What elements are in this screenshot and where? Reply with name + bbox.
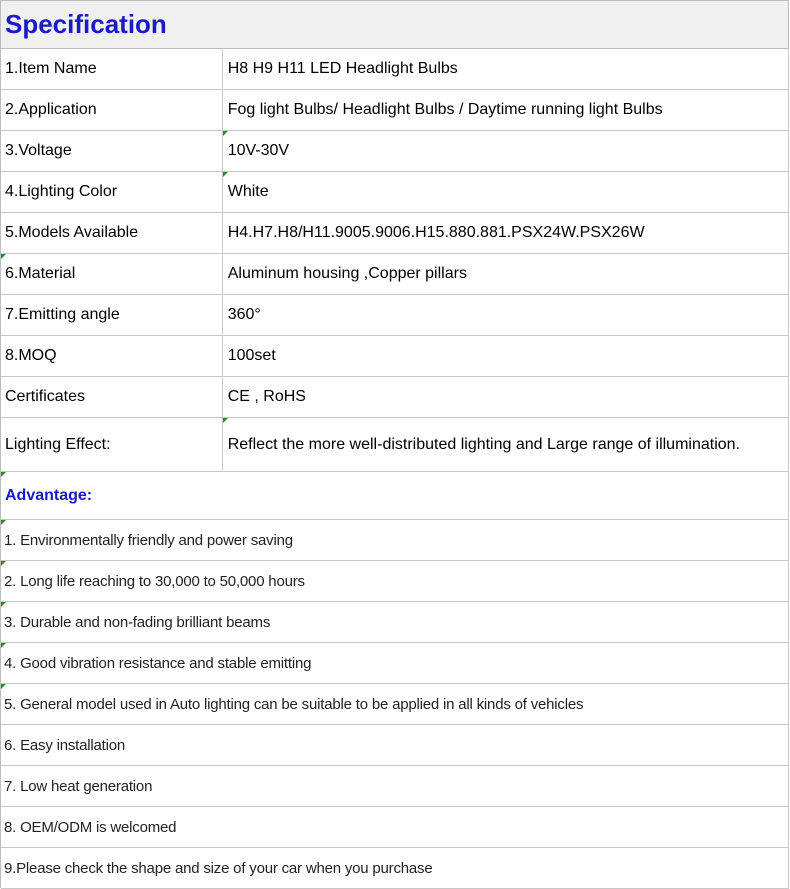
- list-item: 6. Easy installation: [1, 725, 789, 766]
- advantage-heading-row: [1, 472, 789, 520]
- title-row: [1, 1, 789, 49]
- list-item: 1. Environmentally friendly and power saving: [1, 520, 789, 561]
- spec-row-models-available: [1, 213, 789, 254]
- list-item: 8. OEM/ODM is welcomed: [1, 807, 789, 848]
- spec-label: Lighting Effect:: [1, 418, 223, 471]
- spec-value: 10V-30V: [223, 131, 789, 171]
- spec-label: 5.Models Available: [1, 213, 223, 253]
- spec-row-lighting-effect: [1, 418, 789, 472]
- spec-value: Aluminum housing ,Copper pillars: [223, 254, 789, 294]
- spec-row-certificates: [1, 377, 789, 418]
- list-item: 7. Low heat generation: [1, 766, 789, 807]
- list-item: 4. Good vibration resistance and stable emitting: [1, 643, 789, 684]
- list-item: 9.Please check the shape and size of your car when you purchase: [1, 848, 789, 889]
- spec-value: CE , RoHS: [223, 377, 789, 417]
- spec-label: 2.Application: [1, 90, 223, 130]
- advantage-heading: Advantage:: [5, 486, 93, 504]
- spec-row-lighting-color: [1, 172, 789, 213]
- list-item: 2. Long life reaching to 30,000 to 50,000 hours: [1, 561, 789, 602]
- spec-label: Certificates: [1, 377, 223, 417]
- list-item: 5. General model used in Auto lighting can be suitable to be applied in all kinds of vehicles: [1, 684, 789, 725]
- page-title: Specification: [5, 9, 167, 39]
- spec-value: 360°: [223, 295, 789, 335]
- list-item: 3. Durable and non-fading brilliant beams: [1, 602, 789, 643]
- spec-value: [223, 418, 789, 471]
- spec-label: 1.Item Name: [1, 49, 223, 89]
- spec-row-material: [1, 254, 789, 295]
- spec-label: 8.MOQ: [1, 336, 223, 376]
- spec-value: White: [223, 172, 789, 212]
- spec-label: 3.Voltage: [1, 131, 223, 171]
- spec-label: 7.Emitting angle: [1, 295, 223, 335]
- spec-label: 6.Material: [1, 254, 223, 294]
- spec-row-moq: [1, 336, 789, 377]
- spec-value: H8 H9 H11 LED Headlight Bulbs: [223, 49, 789, 89]
- spec-row-application: [1, 90, 789, 131]
- spec-label: 4.Lighting Color: [1, 172, 223, 212]
- spec-value: 100set: [223, 336, 789, 376]
- spec-value: Fog light Bulbs/ Headlight Bulbs / Daytime running light Bulbs: [223, 90, 789, 130]
- spec-value: H4.H7.H8/H11.9005.9006.H15.880.881.PSX24W.PSX26W: [223, 213, 789, 253]
- spec-row-emitting-angle: [1, 295, 789, 336]
- spec-row-voltage: [1, 131, 789, 172]
- spec-value-text: Reflect the more well-distributed lighting and Large range of illumination.: [227, 435, 740, 453]
- spec-row-item-name: [1, 49, 789, 90]
